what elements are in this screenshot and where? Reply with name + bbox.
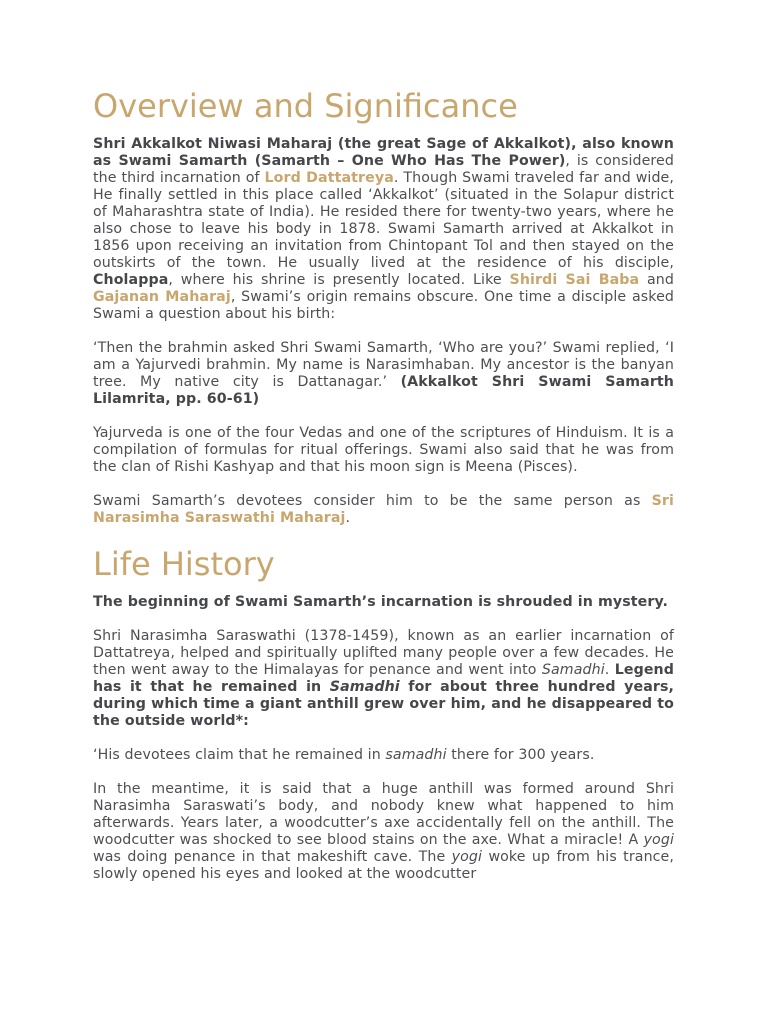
quote-source-bold: (Akkalkot Shri Swami Samarth Lilamrita, pp. 60-61) [93,374,674,407]
text-span: . [345,510,351,526]
life-paragraph-4 [93,781,674,883]
text-span: , Swami’s origin remains obscure. One time a disciple asked Swami a question about his birth: [93,289,675,322]
life-intro-bold: The beginning of Swami Samarth’s incarnation is shrouded in mystery. [93,594,669,610]
overview-paragraph-3: Yajurveda is one of the four Vedas and one of the scriptures of Hinduism. It is a compilation of formulas for ritual offerings. Swami also said that he was from the clan of Rishi Kashyap and that his moon sign is Meena (Pisces). [93,425,674,475]
text-span: . [604,662,615,678]
overview-paragraph-2-quote [93,340,674,408]
overview-paragraph-4 [93,493,674,527]
italic-yogi: yogi [643,832,674,848]
intro-bold-text: Shri Akkalkot Niwasi Maharaj (the great Sage of Akkalkot), also known as Swami Samarth (Samarth – One Who Has The Power) [93,136,674,169]
heading-life-history: Life History [93,545,275,583]
text-span: woke up from his trance, slowly opened his eyes and looked at the woodcutter [93,849,674,882]
quote-text: ‘Then the brahmin asked Shri Swami Samarth, ‘Who are you?’ Swami replied, ‘I am a Yajurvedi brahmin. My name is Narasimhaban. My ancestor is the banyan tree. My native city is Dattanagar.’ [93,340,674,390]
overview-paragraph-1 [93,136,674,323]
link-lord-dattatreya[interactable]: Lord Dattatreya [264,170,394,186]
bold-italic-samadhi: Samadhi [329,679,400,695]
text-span: . Though Swami traveled far and wide, He finally settled in this place called ‘Akkalkot’ (situated in the Solapur district of Maharashtra state of India). He resided there for twenty-two years, where he also chose to leave his body in 1878. Swami Samarth arrived at Akkalkot in 1856 upon receiving an invitation from Chintopant Tol and then stayed on the outskirts of the town. He usually lived at the residence of his disciple, [93,170,674,271]
text-span: , is considered the third incarnation of [93,153,674,186]
life-paragraph-1 [93,594,674,611]
link-sri-narasimha-saraswathi[interactable]: Sri Narasimha Saraswathi Maharaj [93,493,674,526]
text-span: for about three hundred years, during which time a giant anthill grew over him, and he disappeared to the outside world*: [93,679,675,729]
text-span: In the meantime, it is said that a huge anthill was formed around Shri Narasimha Saraswati’s body, and nobody knew what happened to him afterwards. Years later, a woodcutter’s axe accidentally fell on the anthill. The woodcutter was shocked to see blood stains on the axe. What a miracle! A [93,781,674,848]
italic-samadhi: Samadhi [541,662,605,678]
heading-overview: Overview and Significance [93,87,518,125]
text-span: and [639,272,674,288]
text-span: Shri Narasimha Saraswathi (1378-1459), known as an earlier incarnation of Dattatreya, helped and spiritually uplifted many people over a few decades. He then went away to the Himalayas for penance and went into [93,628,674,678]
text-span: Swami Samarth’s devotees consider him to be the same person as [93,493,652,509]
cholappa-bold-text: Cholappa [93,272,169,288]
italic-yogi: yogi [451,849,483,865]
life-paragraph-2 [93,628,674,730]
text-span: was doing penance in that makeshift cave. The [93,849,452,865]
link-gajanan-maharaj[interactable]: Gajanan Maharaj [93,289,231,305]
life-paragraph-3 [93,747,674,764]
italic-samadhi: samadhi [385,747,447,763]
article-body [93,86,674,900]
text-span: Legend has it that he remained in [93,662,674,695]
text-span: there for 300 years. [446,747,595,763]
text-span: , where his shrine is presently located. Like [168,272,510,288]
text-span: ‘His devotees claim that he remained in [93,747,386,763]
link-shirdi-sai-baba[interactable]: Shirdi Sai Baba [509,272,640,288]
